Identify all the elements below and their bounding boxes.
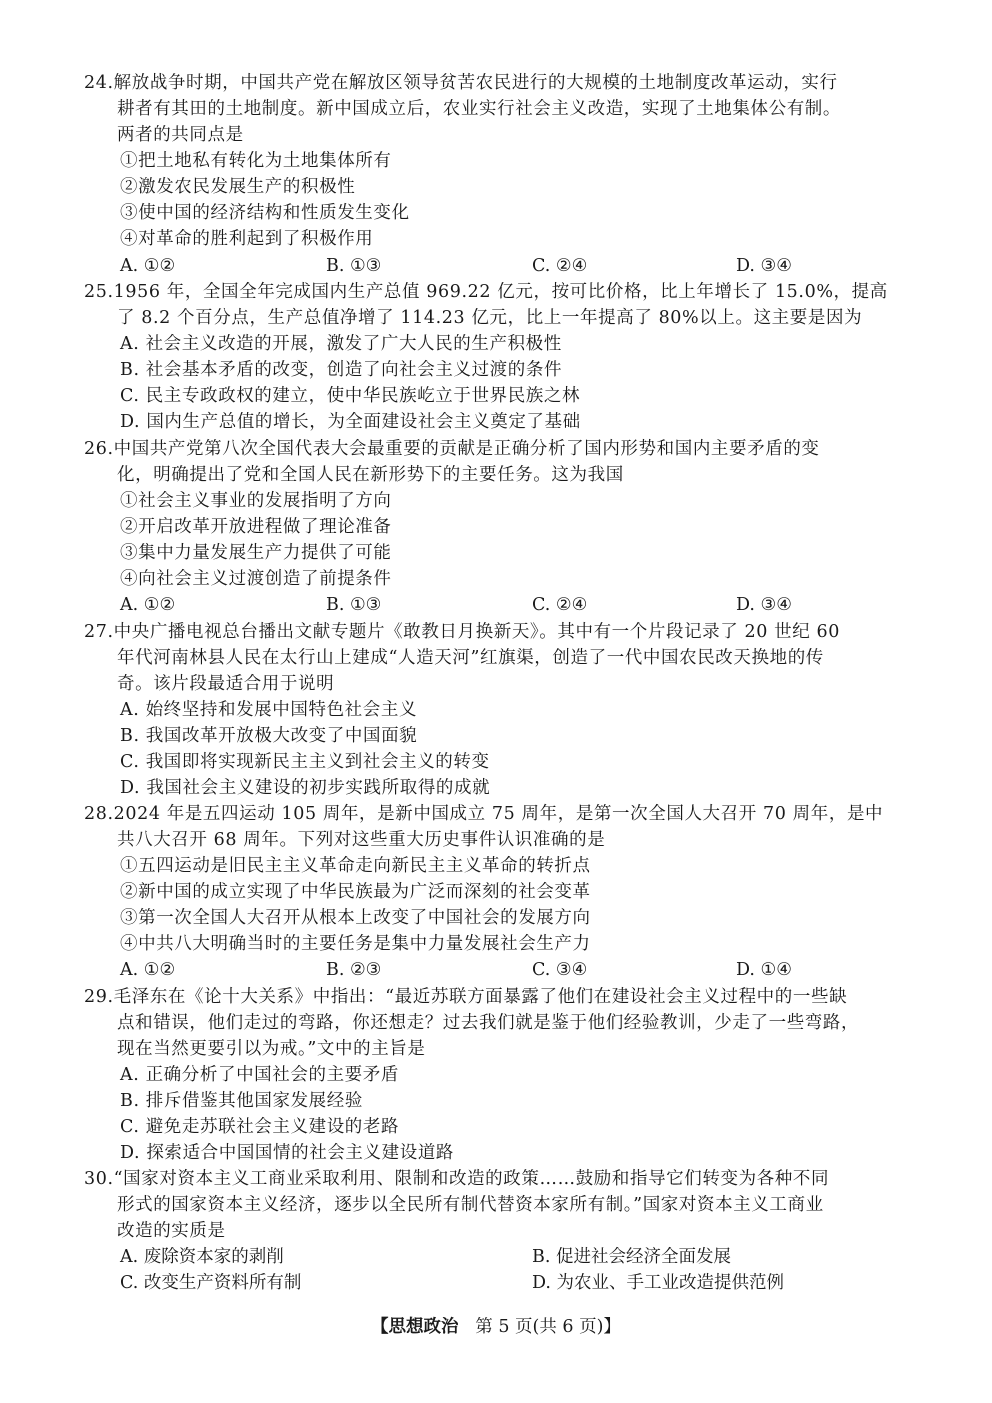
statement-item: ①五四运动是旧民主主义革命走向新民主主义革命的转折点 — [120, 856, 591, 876]
choice-c: C. ③④ — [532, 960, 588, 980]
statement-item: ④中共八大明确当时的主要任务是集中力量发展社会生产力 — [120, 934, 591, 954]
choice-d: D. ③④ — [736, 595, 792, 615]
choice-b: B. 促进社会经济全面发展 — [532, 1247, 731, 1267]
choice-a: A. 始终坚持和发展中国特色社会主义 — [120, 700, 418, 720]
choice-a: A. 社会主义改造的开展，激发了广大人民的生产积极性 — [120, 334, 562, 354]
footer-page-info: 第 5 页(共 6 页)】 — [475, 1317, 621, 1337]
question-stem-line: 耕者有其田的土地制度。新中国成立后，农业实行社会主义改造，实现了土地集体公有制。 — [117, 99, 841, 119]
choice-a: A. ①② — [120, 256, 176, 276]
question-stem-line: 27.中央广播电视总台播出文献专题片《敢教日月换新天》。其中有一个片段记录了 20 世纪 60 — [84, 622, 841, 642]
statement-item: ④对革命的胜利起到了积极作用 — [120, 229, 374, 249]
choice-a: A. 正确分析了中国社会的主要矛盾 — [120, 1065, 399, 1085]
question-stem-line: 29.毛泽东在《论十大关系》中指出：“最近苏联方面暴露了他们在建设社会主义过程中的一些缺 — [84, 987, 848, 1007]
question-stem-line: 30.“国家对资本主义工商业采取利用、限制和改造的政策……鼓励和指导它们转变为各种不同 — [84, 1169, 830, 1189]
question-stem-line: 点和错误，他们走过的弯路，你还想走？过去我们就是鉴于他们经验教训，少走了一些弯路， — [117, 1013, 860, 1033]
statement-item: ①把土地私有转化为土地集体所有 — [120, 151, 392, 171]
question-stem-line: 共八大召开 68 周年。下列对这些重大历史事件认识准确的是 — [117, 830, 606, 850]
choice-a: A. ①② — [120, 595, 176, 615]
choice-b: B. 社会基本矛盾的改变，创造了向社会主义过渡的条件 — [120, 360, 563, 380]
choice-b: B. 排斥借鉴其他国家发展经验 — [120, 1091, 363, 1111]
choice-d: D. ③④ — [736, 256, 792, 276]
choice-c: C. 避免走苏联社会主义建设的老路 — [120, 1117, 400, 1137]
choice-d: D. ①④ — [736, 960, 792, 980]
statement-item: ①社会主义事业的发展指明了方向 — [120, 491, 392, 511]
statement-item: ②激发农民发展生产的积极性 — [120, 177, 356, 197]
choice-b: B. ①③ — [326, 256, 382, 276]
choice-a: A. 废除资本家的剥削 — [120, 1247, 284, 1267]
question-stem-line: 现在当然更要引以为戒。”文中的主旨是 — [117, 1039, 426, 1059]
statement-item: ②新中国的成立实现了中华民族最为广泛而深刻的社会变革 — [120, 882, 591, 902]
question-stem-line: 化，明确提出了党和全国人民在新形势下的主要任务。这为我国 — [117, 465, 624, 485]
choice-d: D. 探索适合中国国情的社会主义建设道路 — [120, 1143, 455, 1163]
question-stem-line: 改造的实质是 — [117, 1221, 226, 1241]
choice-c: C. 民主专政政权的建立，使中华民族屹立于世界民族之林 — [120, 386, 581, 406]
question-stem-line: 24.解放战争时期，中国共产党在解放区领导贫苦农民进行的大规模的土地制度改革运动，实行 — [84, 73, 838, 93]
choice-b: B. ①③ — [326, 595, 382, 615]
page-footer — [0, 1314, 992, 1340]
question-stem-line: 形式的国家资本主义经济，逐步以全民所有制代替资本家所有制。”国家对资本主义工商业 — [117, 1195, 824, 1215]
question-stem-line: 28.2024 年是五四运动 105 周年，是新中国成立 75 周年，是第一次全国人大召开 70 周年，是中 — [84, 804, 884, 824]
question-stem-line: 两者的共同点是 — [117, 125, 244, 145]
choice-d: D. 我国社会主义建设的初步实践所取得的成就 — [120, 778, 491, 798]
choice-c: C. 改变生产资料所有制 — [120, 1273, 302, 1293]
choice-d: D. 为农业、手工业改造提供范例 — [532, 1273, 785, 1293]
statement-item: ②开启改革开放进程做了理论准备 — [120, 517, 392, 537]
footer-subject: 【思想政治 — [371, 1317, 459, 1337]
question-stem-line: 26.中国共产党第八次全国代表大会最重要的贡献是正确分析了国内形势和国内主要矛盾的变 — [84, 439, 820, 459]
question-stem-line: 了 8.2 个百分点，生产总值净增了 114.23 亿元，比上一年提高了 80%以上。这主要是因为 — [117, 308, 863, 328]
question-stem-line: 奇。该片段最适合用于说明 — [117, 674, 335, 694]
choice-b: B. ②③ — [326, 960, 382, 980]
statement-item: ③第一次全国人大召开从根本上改变了中国社会的发展方向 — [120, 908, 591, 928]
choice-c: C. ②④ — [532, 595, 588, 615]
statement-item: ③集中力量发展生产力提供了可能 — [120, 543, 392, 563]
choice-c: C. ②④ — [532, 256, 588, 276]
choice-a: A. ①② — [120, 960, 176, 980]
statement-item: ④向社会主义过渡创造了前提条件 — [120, 569, 392, 589]
choice-c: C. 我国即将实现新民主主义到社会主义的转变 — [120, 752, 490, 772]
question-stem-line: 25.1956 年，全国全年完成国内生产总值 969.22 亿元，按可比价格，比上年增长了 15.0%，提高 — [84, 282, 888, 302]
question-stem-line: 年代河南林县人民在太行山上建成“人造天河”红旗渠，创造了一代中国农民改天换地的传 — [117, 648, 824, 668]
statement-item: ③使中国的经济结构和性质发生变化 — [120, 203, 410, 223]
choice-b: B. 我国改革开放极大改变了中国面貌 — [120, 726, 418, 746]
choice-d: D. 国内生产总值的增长，为全面建设社会主义奠定了基础 — [120, 412, 581, 432]
